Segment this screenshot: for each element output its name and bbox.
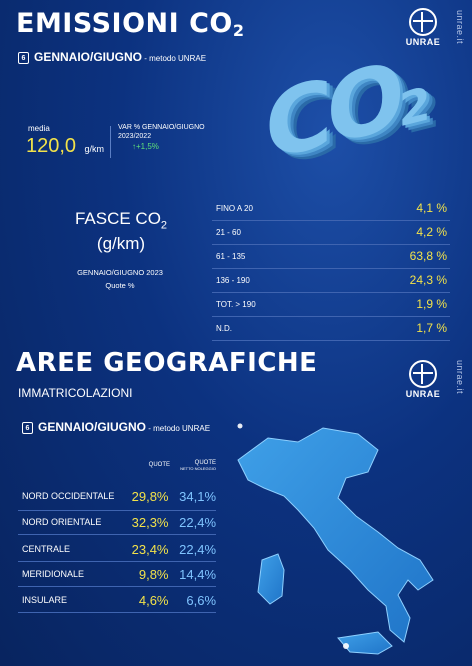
- area-quota-netto: 22,4%: [179, 514, 217, 530]
- fasce-row-value: 63,8 %: [409, 249, 447, 263]
- area-quota-netto: 34,1%: [179, 488, 217, 504]
- area-name: INSULARE: [22, 594, 68, 605]
- calendar-icon-2: 6: [22, 422, 33, 434]
- unrae-logo-2: UNRAE: [403, 360, 443, 399]
- fasce-row: [212, 316, 450, 341]
- fasce-row-label: TOT. > 190: [216, 299, 256, 309]
- media-value: 120,0: [26, 135, 77, 157]
- sparkle: [343, 643, 349, 649]
- area-name: MERIDIONALE: [22, 568, 85, 579]
- area-name: CENTRALE: [22, 543, 71, 554]
- fasce-row: [212, 220, 450, 245]
- area-quota: 23,4%: [131, 541, 169, 557]
- sardinia: [258, 554, 284, 604]
- unrae-logo: UNRAE: [403, 8, 443, 47]
- fasce-row-label: N.D.: [216, 323, 232, 333]
- fasce-row: [212, 244, 450, 269]
- area-name: NORD OCCIDENTALE: [22, 490, 115, 501]
- var-block: VAR % GENNAIO/GIUGNO 2023/2022 ↑+1,5%: [118, 124, 205, 151]
- aree-subtitle: IMMATRICOLAZIONI: [18, 386, 133, 400]
- unrae-logo-icon: [409, 8, 437, 36]
- italy-mainland: [238, 428, 433, 642]
- sicily: [338, 632, 392, 654]
- area-row: [18, 537, 216, 562]
- area-quota: 32,3%: [131, 514, 169, 530]
- site-label-top: unrae.it: [455, 10, 465, 45]
- fasce-row: [212, 268, 450, 293]
- sparkle: [238, 424, 243, 429]
- area-quota: 4,6%: [138, 592, 169, 608]
- area-row: [18, 510, 216, 535]
- fasce-row-value: 24,3 %: [409, 273, 447, 287]
- fasce-row-label: 136 - 190: [216, 275, 250, 285]
- italy-map: [228, 420, 448, 660]
- fasce-row-label: 61 - 135: [216, 251, 246, 261]
- unrae-logo-icon-2: [409, 360, 437, 388]
- fasce-row-value: 4,2 %: [416, 225, 447, 239]
- co2-3d-graphic: CO2: [265, 41, 425, 182]
- area-row: [18, 482, 216, 511]
- fasce-row-label: FINO A 20: [216, 203, 253, 213]
- area-quota: 29,8%: [131, 488, 169, 504]
- fasce-subtitle: GENNAIO/GIUGNO 2023 Quote %: [77, 268, 163, 290]
- aree-title: AREE GEOGRAFICHE: [16, 348, 318, 378]
- fasce-row-value: 1,9 %: [416, 297, 447, 311]
- area-quota-netto: 6,6%: [186, 592, 217, 608]
- area-quota-netto: 22,4%: [179, 541, 217, 557]
- fasce-row-value: 4,1 %: [416, 201, 447, 215]
- area-row: [18, 562, 216, 587]
- emissioni-title: EMISSIONI $CO_2$: [16, 8, 245, 40]
- area-quota-netto: 14,4%: [179, 566, 217, 582]
- col-quote: QUOTE: [148, 462, 170, 468]
- area-name: NORD ORIENTALE: [22, 516, 102, 527]
- area-quota: 9,8%: [138, 566, 169, 582]
- emissioni-period: 6 GENNAIO/GIUGNO - metodo UNRAE: [18, 50, 206, 64]
- fasce-title: FASCE $CO_2$ (g/km): [74, 209, 168, 253]
- media-label: media: [28, 124, 50, 133]
- site-label-bottom: unrae.it: [455, 360, 465, 395]
- calendar-icon: 6: [18, 52, 29, 64]
- arrow-up-icon: ↑: [132, 141, 136, 151]
- fasce-row: [212, 292, 450, 317]
- media-unit: g/km: [84, 144, 105, 154]
- aree-period: 6 GENNAIO/GIUGNO - metodo UNRAE: [22, 420, 210, 434]
- var-value: ↑+1,5%: [132, 141, 159, 151]
- fasce-row-value: 1,7 %: [416, 321, 447, 335]
- media-block: [26, 135, 104, 158]
- fasce-row: [212, 196, 450, 221]
- col-quote-netto: QUOTE NETTO NOLEGGIO: [180, 460, 216, 471]
- fasce-row-label: 21 - 60: [216, 227, 241, 237]
- divider: [110, 126, 111, 158]
- area-row: [18, 588, 216, 613]
